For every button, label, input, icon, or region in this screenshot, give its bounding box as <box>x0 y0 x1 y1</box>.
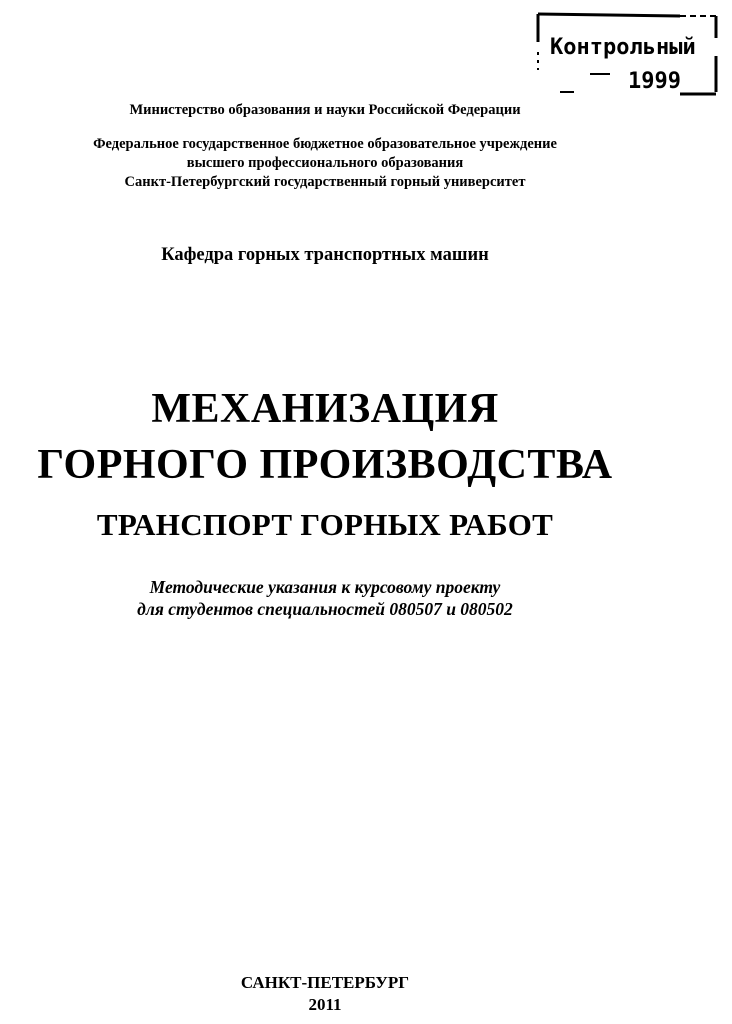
ministry-name: Министерство образования и науки Российской Федерации <box>129 102 521 118</box>
description-line-2: для студентов специальностей 080507 и 080502 <box>137 599 513 619</box>
library-stamp <box>530 8 726 104</box>
document-title-line-2: ГОРНОГО ПРОИЗВОДСТВА <box>37 442 613 488</box>
stamp-text-line1: Контрольный <box>550 35 696 60</box>
department-name: Кафедра горных транспортных машин <box>161 245 489 265</box>
document-title-line-1: МЕХАНИЗАЦИЯ <box>151 386 499 432</box>
document-subtitle: ТРАНСПОРТ ГОРНЫХ РАБОТ <box>96 507 554 542</box>
institution-line-1: Федеральное государственное бюджетное образовательное учреждение <box>93 136 557 152</box>
description-line-1: Методические указания к курсовому проекту <box>149 577 501 597</box>
stamp-frame <box>530 8 726 104</box>
publication-year: 2011 <box>308 995 342 1014</box>
institution-line-3: Санкт-Петербургский государственный горный университет <box>124 174 526 190</box>
stamp-text-line2: 1999 <box>628 69 681 94</box>
institution-line-2: высшего профессионального образования <box>186 155 464 171</box>
publication-city: САНКТ-ПЕТЕРБУРГ <box>240 973 410 992</box>
